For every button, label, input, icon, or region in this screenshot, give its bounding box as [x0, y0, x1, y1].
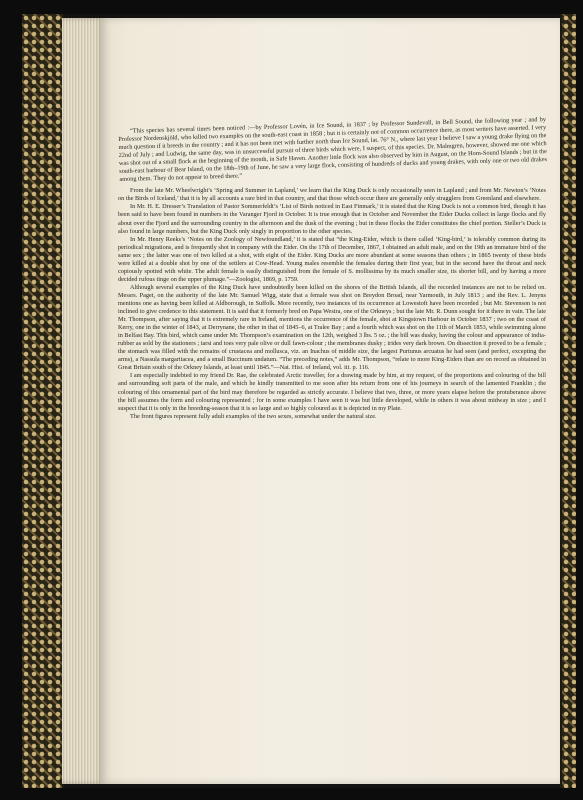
paragraph: I am especially indebted to my friend Dr. Rae, the celebrated Arctic traveller, for a drawing made by him, at my request, of the proportions and colouring of the bill and surrounding soft parts of the male, and which he kindly transmitted to me soon after his return from one of his journeys in search of the lamented Franklin ; the colouring of this ornamental part of the bird may therefore be regarded as strictly accurate. I believe that two, three, or more years elapse before the protuberance above the bill assumes the form and colouring represented ; for in some examples I have seen it was but little developed, while in others it was about midway in size ; and I suspect that it is only in the breeding-season that it is so large and so highly coloured as it is depicted in my Plate.: [118, 372, 546, 412]
paragraph: Although several examples of the King Duck have undoubtedly been killed on the shores of the British Islands, all the recorded instances are not to be relied on. Messrs. Paget, on the authority of the late Mr. Samuel Wigg, state that a female was shot on Breydon Broad, near Yarmouth, in July 1813 ; and the Rev. L. Jenyns mentions one as having been killed at Aldborough, in Suffolk. More recently, two instances of its occurrence at Lowestoft have been recorded ; but Mr. Stevenson is not inclined to give credence to this statement. It is said that it formerly bred on Papa Westra, one of the Orkneys ; but the late Mr. R. Dunn sought for it there in vain. The late Mr. Thompson, after saying that it is extremely rare in Ireland, mentions the occurrence of the female, shot at Kingstown Harbour in October 1837 ; two on the coast of Kerry, one in the winter of 1843, at Derrynane, the other in that of 1845–6, at Tralee Bay ; and a fourth which was shot on the 11th of March 1853, while swimming alone in Belfast Bay. This bird, which came under Mr. Thompson’s examination on the 12th, weighed 3 lbs. 5 oz. ; the bill was dusky, having the colour and appearance of india-rubber as sold by the stationers ; tarsi and toes very pale olive or dull fawn-colour ; the membranes dusky ; irides very dark brown. On dissection it proved to be a female ; the stomach was filled with the remains of crustacea and mollusca, viz. an Inachus of middle size, the largest Purtunus arcuatus he had seen (and perfect, excepting the arms), a Nassula margaritacea, and a small Buccinum undatum. “The preceding notes,” adds Mr. Thompson, “relate to more King-Eiders than are on record as obtained in Great Britain south of the Orkney Islands, at least until 1845.”—Nat. Hist. of Ireland, vol. iii. p. 116.: [118, 283, 546, 372]
decorative-cover-edge-right: [560, 14, 576, 788]
paragraph: In Mr. H. E. Dresser’s Translation of Pastor Sommerfeldt’s ‘List of Birds noticed in East Finmark,’ it is stated that the King Duck is not a common bird, though it has been said to have been found in numbers in the Varanger Fjord in October. It is true enough that in October and November the Eider Ducks collect in large flocks and fly about over the Fjord and the surrounding country in the afternoon and the dusk of the evening ; but in these flocks the Eider constitutes the chief portion. Steller’s Duck is also found in large numbers, but the King Duck only singly in proportion to the other species.: [118, 203, 546, 235]
page-edges: [62, 18, 104, 784]
decorative-cover-edge: [22, 14, 64, 788]
page-text: [118, 116, 548, 421]
quote-paragraph: “This species has several times been noticed :—by Professor Lovén, in Ice Sound, in 1837 ; by Professor Sundevall, in Bell Sound, the following year ; and by Professor Nordenskjöld, who killed two examples on the south-east coast in 1858 ; but it is certainly not of common occurrence there, as most writers have asserted. I very much question if it breeds in the country ; and it has not been met with further north than Ice Sound, lat. 76° N., where last year I believe I saw a young drake flying on the 22nd of July ; and Ludwig, the same day, was in unsuccessful pursuit of three birds which were, I suspect, of this species. Dr. Malmgren, however, showed me one which was shot out of a small flock at the beginning of the month, in Safe Haven. Another little flock was also observed by him in August, on the Horn-Sound Islands ; but in the south-east harbour of Bear Island, on the 18th–19th of June, he saw a very large flock, consisting of hundreds of ducks and young drakes, with only one or two old drakes among them. They do not appear to breed there.”: [118, 116, 548, 184]
paragraph: From the late Mr. Wheelwright’s ‘Spring and Summer in Lapland,’ we learn that the King Duck is only occasionally seen in Lapland ; and from Mr. Newton’s ‘Notes on the Birds of Iceland,’ that it is by all accounts a rare bird in that country, and that those which occur there are generally only stragglers from Greenland and elsewhere.: [118, 187, 546, 203]
paragraph: In Mr. Henry Reeks’s ‘Notes on the Zoology of Newfoundland,’ it is stated that “the King-Eider, which is there called ‘King-bird,’ is tolerably common during its periodical migrations, and is frequently shot in company with the Eider. On the 17th of December, 1867, I obtained an adult male, and on the 19th an immature bird of the same sex ; the latter was one of two killed at a shot, with eight of the Eider. King Ducks are more abundant at some seasons than others ; in 1865 twenty of these birds were killed at a double shot by one of the settlers at Cow-Head. Young males resemble the females during their first year, but in the second have the throat and neck copiously spotted with white. The adult female is easily distinguished from the female of S. mollissima by its much smaller size, its shorter bill, and by having a more decided rufous tinge on the upper plumage.”—Zoologist, 1869, p. 1759.: [118, 235, 546, 283]
paragraph: The front figures represent fully adult examples of the two sexes, somewhat under the natural size.: [130, 412, 377, 420]
